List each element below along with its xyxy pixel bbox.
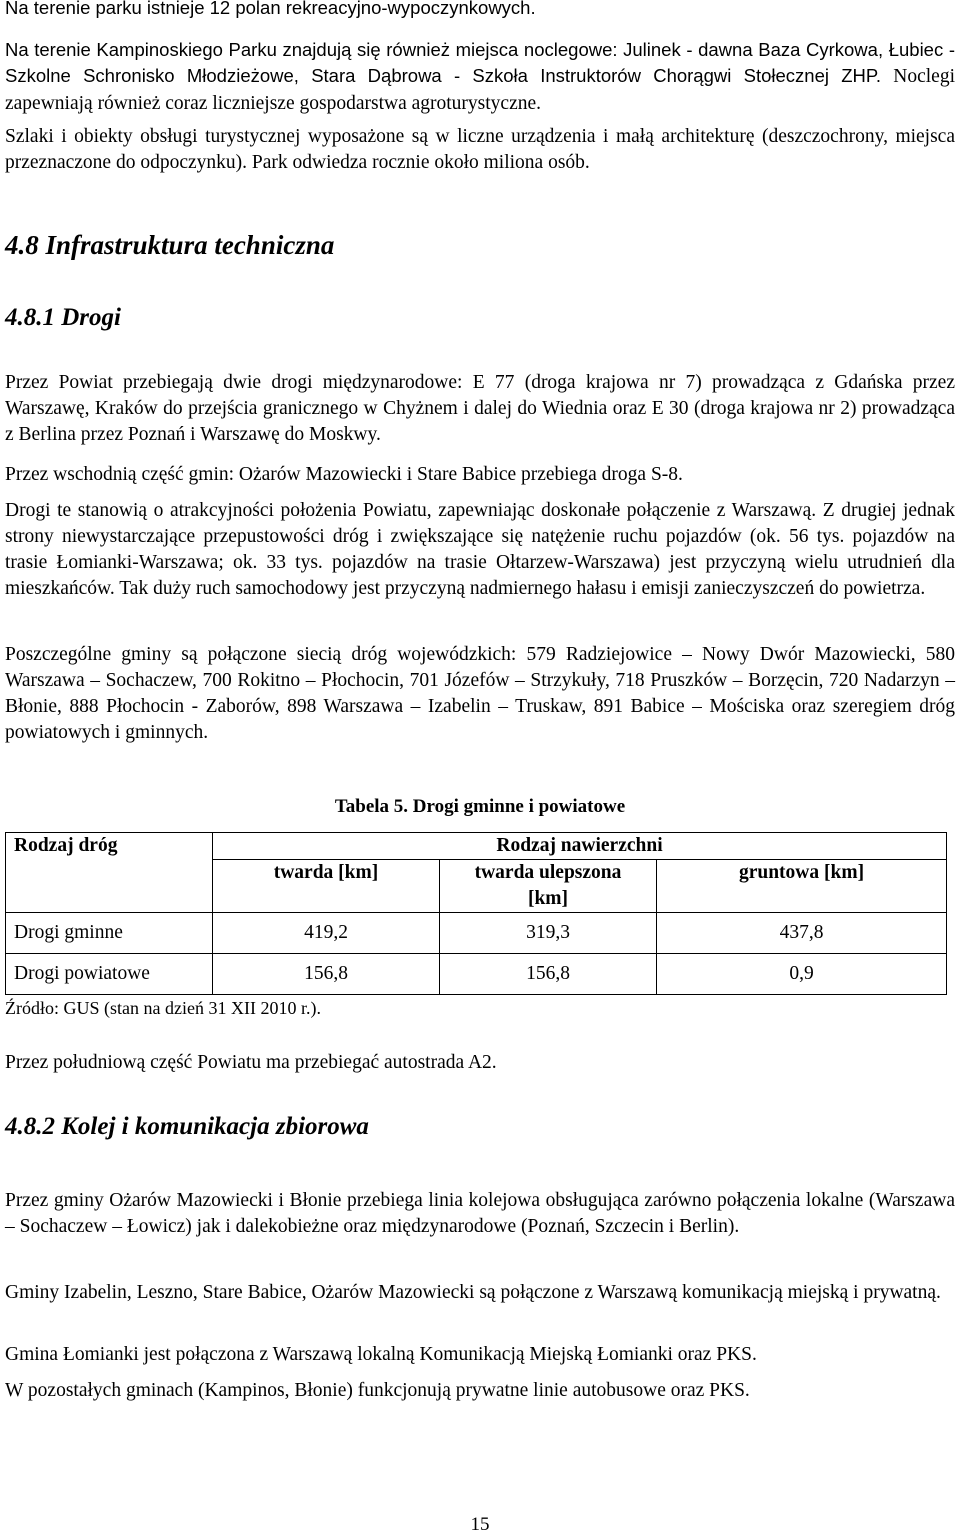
cell-dirt: 437,8 [657,913,947,954]
paragraph-drogi-miedzynarodowe: Przez Powiat przebiegają dwie drogi międzynarodowe: E 77 (droga krajowa nr 7) prowadząca z Gdańska przez Warszawę, Kraków do przejścia granicznego w Chyżnem i dalej do Wiednia oraz E 30 (droga krajowa nr 2) prowadząca z Berlina przez Poznań i Warszawę do Moskwy. [5,372,955,445]
header-improved-line2: [km] [527,888,569,909]
cell-improved: 319,3 [440,913,657,954]
table-row [6,913,947,954]
page-number: 15 [470,1514,490,1535]
heading-infrastruktura: 4.8 Infrastruktura techniczna [5,230,335,260]
paragraph-drogi-wojewodzkie: Poszczególne gminy są połączone siecią dróg wojewódzkich: 579 Radziejowice – Nowy Dwór Mazowiecki, 580 Warszawa – Sochaczew, 700 Rokitno – Płochocin, 701 Józefów – Strzykuły, 718 Pruszków – Borzęcin, 720 Nadarzyn – Błonie, 888 Płochocin - Zaborów, 898 Warszawa – Izabelin – Truskaw, 891 Babice – Mościska oraz szeregiem dróg powiatowych i gminnych. [5,644,955,743]
paragraph-noclegi-main: Na terenie Kampinoskiego Parku znajdują się również miejsca noclegowe: Julinek - dawna Baza Cyrkowa, Łubiec - Szkolne Schronisko Młodzieżowe, Stara Dąbrowa - Szkoła Instruktorów Chorągwi Stołecznej ZHP. [5,39,955,86]
header-improved-line1: twarda ulepszona [474,862,622,883]
header-hard: twarda [km] [213,860,440,913]
paragraph-autostrada: Przez południową część Powiatu ma przebiegać autostrada A2. [5,1052,497,1073]
cell-hard: 156,8 [213,954,440,995]
table-caption: Tabela 5. Drogi gminne i powiatowe [334,796,626,817]
paragraph-kolej: Przez gminy Ożarów Mazowiecki i Błonie przebiega linia kolejowa obsługująca zarówno połączenia lokalne (Warszawa – Sochaczew – Łowicz) jak i dalekobieżne oraz międzynarodowe (Poznań, Szczecin i Berlin). [5,1190,955,1237]
paragraph-noclegi-agro: Noclegi zapewniają również coraz liczniejsze gospodarstwa agroturystyczne. [5,66,955,114]
paragraph-szlaki: Szlaki i obiekty obsługi turystycznej wyposażone są w liczne urządzenia i małą architekturę (deszczochrony, miejsca przeznaczone do odpoczynku). Park odwiedza rocznie około miliona osób. [5,126,955,173]
header-road-type: Rodzaj dróg [6,833,213,913]
row-name: Drogi gminne [6,913,213,954]
header-surface-type: Rodzaj nawierzchni [213,833,947,860]
row-name: Drogi powiatowe [6,954,213,995]
paragraph-droga-s8: Przez wschodnią część gmin: Ożarów Mazowiecki i Stare Babice przebiega droga S-8. [5,464,683,485]
heading-kolej: 4.8.2 Kolej i komunikacja zbiorowa [5,1113,369,1140]
table-row [6,954,947,995]
roads-table [5,832,947,995]
table-source: Źródło: GUS (stan na dzień 31 XII 2010 r.). [5,998,321,1018]
paragraph-atrakcyjnosc: Drogi te stanowią o atrakcyjności położenia Powiatu, zapewniając doskonałe połączenie z Warszawą. Z drugiej jednak strony niewystarczające przepustowości dróg i zwiększające się natężenie ruchu pojazdów (ok. 56 tys. pojazdów na trasie Łomianki-Warszawa; ok. 33 tys. pojazdów na trasie Ołtarzew-Warszawa) jest przyczyną wielu utrudnień dla mieszkańców. Tak duży ruch samochodowy jest przyczyną nadmiernego hałasu i emisji zanieczyszczeń do powietrza. [5,500,955,599]
cell-dirt: 0,9 [657,954,947,995]
cell-improved: 156,8 [440,954,657,995]
paragraph-linie-autobusowe: W pozostałych gminach (Kampinos, Błonie) funkcjonują prywatne linie autobusowe oraz PKS. [5,1380,750,1401]
paragraph-lomianki: Gmina Łomianki jest połączona z Warszawą lokalną Komunikacją Miejską Łomianki oraz PKS. [5,1344,757,1365]
paragraph-komunikacja-miejska: Gminy Izabelin, Leszno, Stare Babice, Ożarów Mazowiecki są połączone z Warszawą komunikacją miejską i prywatną. [5,1282,941,1303]
heading-drogi: 4.8.1 Drogi [5,304,121,331]
paragraph-polany: Na terenie parku istnieje 12 polan rekreacyjno-wypoczynkowych. [5,0,536,18]
table-header-row [6,833,947,860]
cell-hard: 419,2 [213,913,440,954]
header-improved [440,860,657,913]
header-dirt: gruntowa [km] [657,860,947,913]
paragraph-noclegi [5,37,955,117]
